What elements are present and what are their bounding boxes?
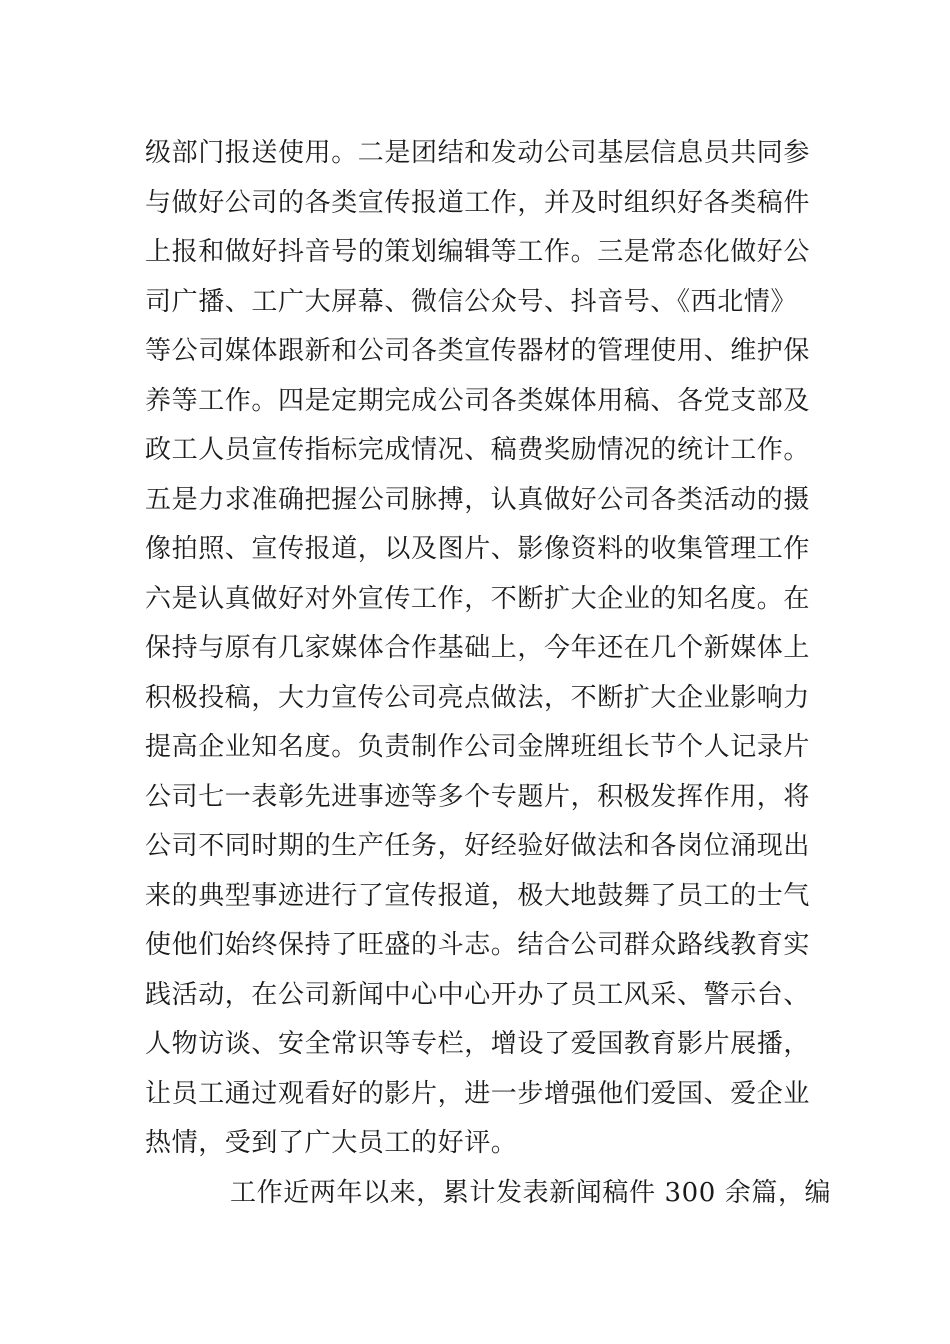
text-line: 与做好公司的各类宣传报道工作，并及时组织好各类稿件 [145, 187, 811, 218]
text-line: 五是力求准确把握公司脉搏，认真做好公司各类活动的摄 [145, 484, 811, 515]
text-line: 公司七一表彰先进事迹等多个专题片，积极发挥作用，将 [145, 781, 811, 812]
text-line: 保持与原有几家媒体合作基础上，今年还在几个新媒体上 [145, 633, 811, 663]
text-line: 六是认真做好对外宣传工作，不断扩大企业的知名度。在 [145, 583, 811, 614]
body-text [145, 132, 832, 1221]
text-line: 公司不同时期的生产任务，好经验好做法和各岗位涌现出 [145, 831, 811, 861]
text-line: 人物访谈、安全常识等专栏，增设了爱国教育影片展播， [145, 1029, 811, 1059]
text-line: 上报和做好抖音号的策划编辑等工作。三是常态化做好公 [145, 237, 811, 267]
text-line: 级部门报送使用。二是团结和发动公司基层信息员共同参 [145, 138, 811, 168]
text-line: 践活动，在公司新闻中心中心开办了员工风采、警示台、 [145, 979, 811, 1010]
text-line: 热情，受到了广大员工的好评。 [145, 1128, 518, 1158]
text-line: 像拍照、宣传报道，以及图片、影像资料的收集管理工作 [145, 534, 811, 564]
text-line: 政工人员宣传指标完成情况、稿费奖励情况的统计工作。 [145, 435, 811, 465]
text-line: 来的典型事迹进行了宣传报道，极大地鼓舞了员工的士气 [145, 880, 811, 911]
text-line: 养等工作。四是定期完成公司各类媒体用稿、各党支部及 [145, 385, 811, 416]
text-line: 积极投稿，大力宣传公司亮点做法，不断扩大企业影响力 [145, 682, 811, 713]
paragraph-start-line: 工作近两年以来，累计发表新闻稿件 300 余篇，编 [230, 1177, 832, 1208]
text-line: 等公司媒体跟新和公司各类宣传器材的管理使用、维护保 [145, 336, 811, 366]
text-line: 提高企业知名度。负责制作公司金牌班组长节个人记录片 [145, 732, 811, 762]
text-line: 让员工通过观看好的影片，进一步增强他们爱国、爱企业 [145, 1078, 811, 1109]
text-line: 司广播、工广大屏幕、微信公众号、抖音号、《西北情》 [145, 286, 798, 317]
text-line: 使他们始终保持了旺盛的斗志。结合公司群众路线教育实 [145, 930, 811, 960]
